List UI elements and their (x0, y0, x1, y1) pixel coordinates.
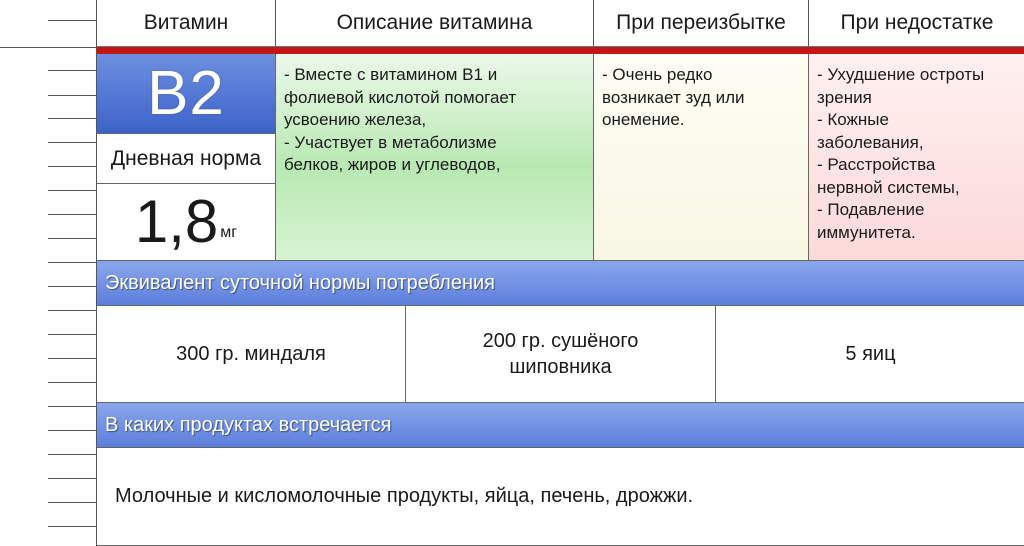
daily-norm-number: 1,8 (134, 188, 219, 255)
deficiency-line: - Подавление (817, 200, 925, 219)
equivalent-item: 300 гр. миндаля (97, 306, 406, 402)
excess-line: онемение. (602, 110, 685, 129)
left-margin-rules (0, 0, 96, 546)
description-line: - Вместе с витамином В1 и (284, 65, 498, 84)
foods-text: Молочные и кисломолочные продукты, яйца, печень, дрожжи. (97, 448, 1024, 546)
excess-line: возникает зуд или (602, 87, 745, 107)
header-divider (97, 47, 1024, 54)
deficiency-cell (809, 54, 1024, 260)
vitamin-cell (97, 54, 276, 260)
description-line: - Участвует в метаболизме (284, 132, 497, 152)
deficiency-line: иммунитета. (817, 222, 916, 242)
equivalent-item: 200 гр. сушёного шиповника (406, 306, 716, 402)
deficiency-line: нервной системы, (817, 177, 960, 197)
daily-norm-unit: мг (220, 224, 238, 241)
equivalent-section-title: Эквивалент суточной нормы потребления (97, 260, 1024, 306)
header-excess: При переизбытке (594, 0, 809, 47)
daily-norm-label: Дневная норма (97, 134, 275, 184)
equivalent-item: 5 яиц (845, 343, 896, 365)
vitamin-name: B2 (97, 54, 275, 134)
header-description: Описание витамина (276, 0, 594, 47)
excess-cell (594, 54, 809, 260)
description-line: белков, жиров и углеводов, (284, 155, 501, 174)
foods-section-title: В каких продуктах встречается (97, 402, 1024, 448)
description-line: усвоению железа, (284, 110, 427, 129)
deficiency-line: зрения (817, 87, 872, 107)
table-header (97, 0, 1024, 47)
vitamin-table (96, 0, 1024, 546)
equivalent-row (97, 306, 1024, 402)
vitamin-row (97, 54, 1024, 260)
deficiency-line: - Кожные (817, 110, 889, 129)
header-vitamin: Витамин (97, 0, 276, 47)
description-cell (276, 54, 594, 260)
header-deficiency: При недостатке (809, 0, 1024, 47)
daily-norm-value (97, 184, 275, 260)
description-line: фолиевой кислотой помогает (284, 87, 517, 107)
deficiency-line: заболевания, (817, 132, 924, 152)
deficiency-line: - Ухудшение остроты (817, 65, 985, 84)
excess-line: - Очень редко (602, 65, 713, 84)
deficiency-line: - Расстройства (817, 155, 936, 174)
